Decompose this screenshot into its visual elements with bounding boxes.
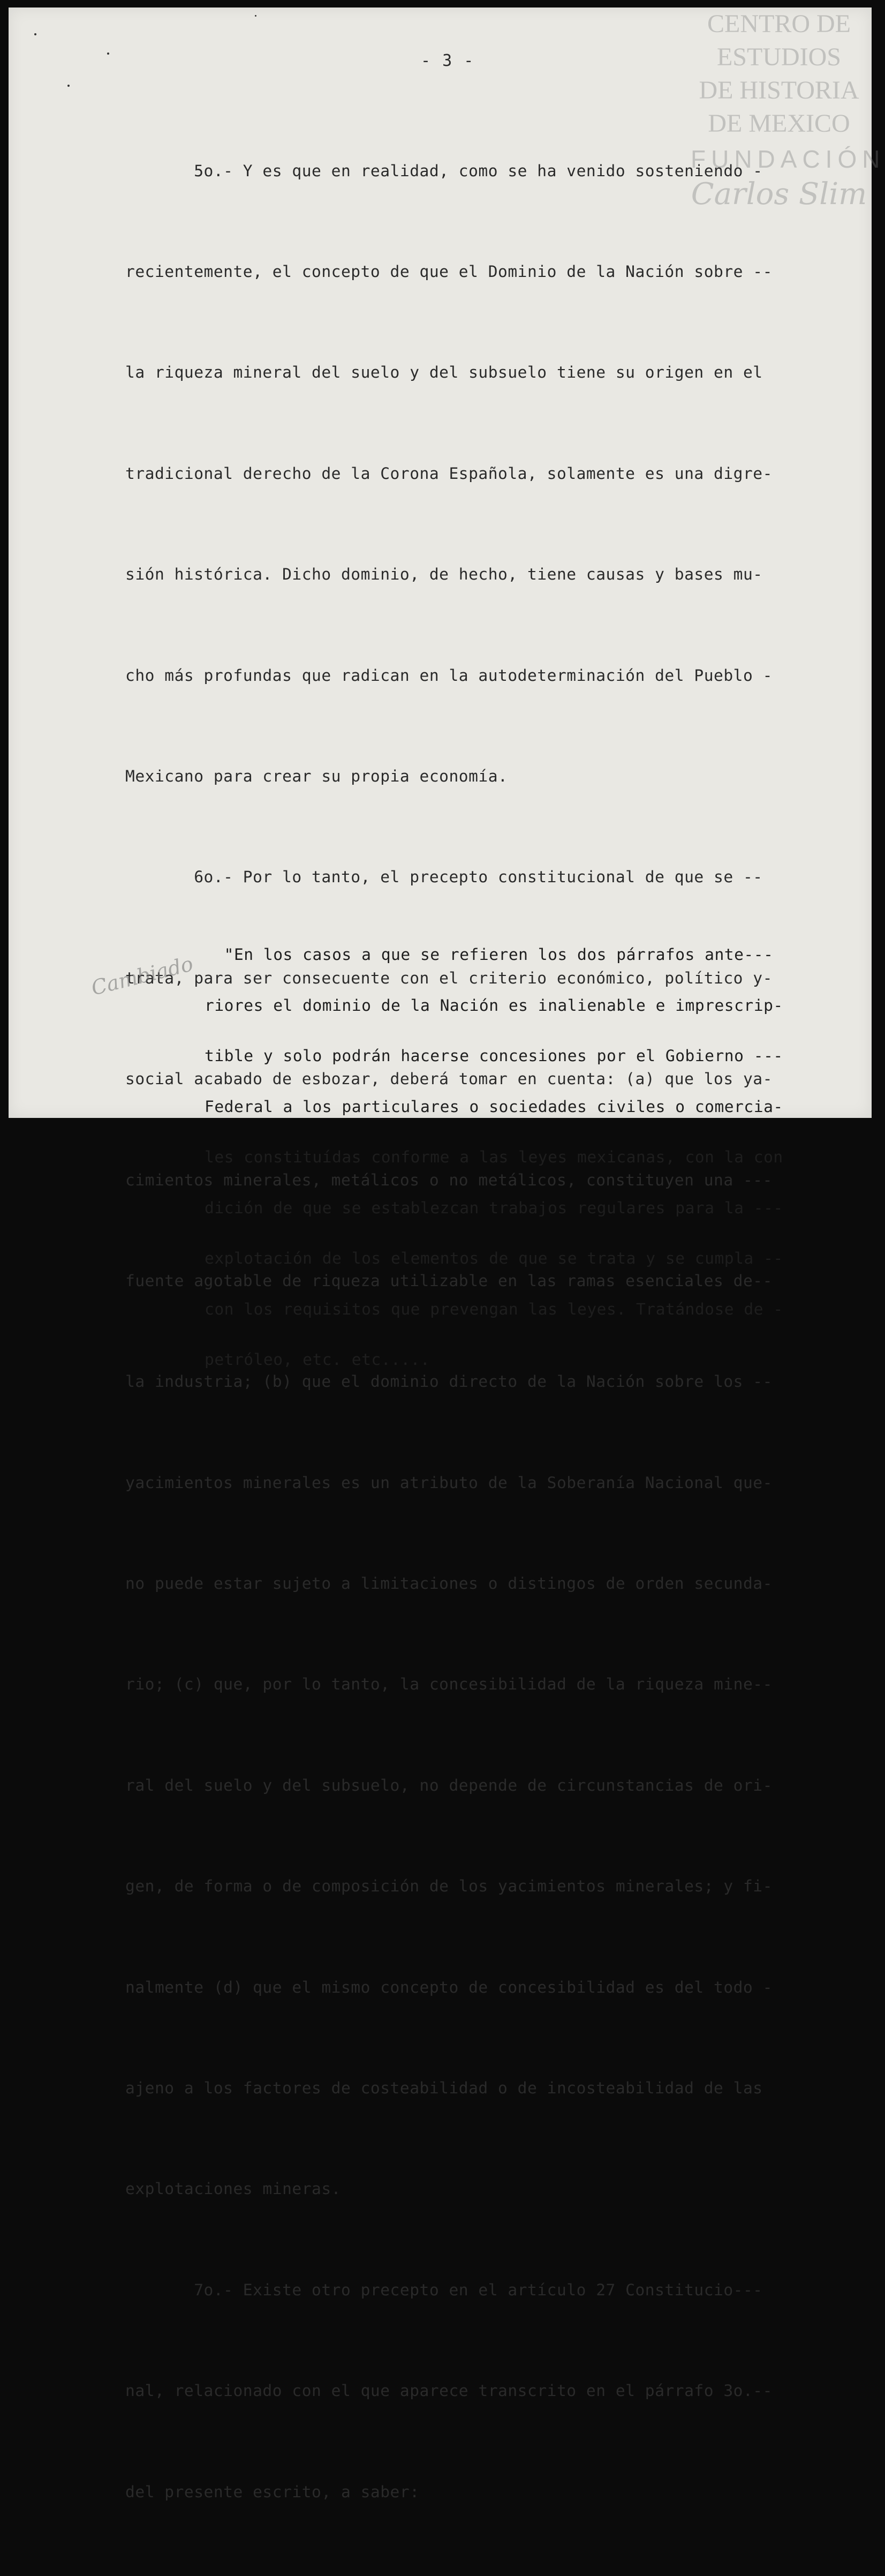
text-line: tradicional derecho de la Corona Española, solamente es una digre- bbox=[125, 464, 773, 483]
watermark-line: ESTUDIOS bbox=[716, 43, 841, 71]
handwritten-margin-note: Cambiado bbox=[89, 952, 195, 1000]
quote-line: "En los casos a que se refieren los dos párrafos ante--- bbox=[205, 945, 774, 964]
text-line: ajeno a los factores de costeabilidad o de incosteabilidad de las bbox=[125, 2079, 763, 2098]
quote-line: Federal a los particulares o sociedades civiles o comercia- bbox=[205, 1097, 783, 1116]
text-line: 5o.- Y es que en realidad, como se ha venido sosteniendo - bbox=[125, 161, 763, 180]
text-line: gen, de forma o de composición de los yacimientos minerales; y fi- bbox=[125, 1877, 773, 1896]
paper-speck bbox=[34, 33, 36, 35]
text-line: cho más profundas que radican en la autodeterminación del Pueblo - bbox=[125, 666, 773, 685]
paper-speck bbox=[255, 15, 256, 17]
text-line: sión histórica. Dicho dominio, de hecho, tiene causas y bases mu- bbox=[125, 565, 763, 584]
quote-line: petróleo, etc. etc..... bbox=[205, 1350, 430, 1369]
text-line: trata, para ser consecuente con el criterio económico, político y- bbox=[125, 968, 773, 987]
text-line: Mexicano para crear su propia economía. bbox=[125, 767, 508, 785]
quote-line: les constituídas conforme a las leyes mexicanas, con la con bbox=[205, 1148, 783, 1166]
text-line: rio; (c) que, por lo tanto, la concesibilidad de la riqueza mine-- bbox=[125, 1675, 773, 1694]
watermark-line: DE HISTORIA bbox=[699, 76, 859, 104]
quote-line: dición de que se establezcan trabajos regulares para la --- bbox=[205, 1198, 783, 1217]
paper-speck bbox=[107, 52, 109, 55]
text-line: no puede estar sujeto a limitaciones o distingos de orden secunda- bbox=[125, 1574, 773, 1593]
text-line: fuente agotable de riqueza utilizable en las ramas esenciales de-- bbox=[125, 1271, 773, 1290]
text-line: 7o.- Existe otro precepto en el artículo 27 Constitucio--- bbox=[125, 2280, 763, 2299]
quote-line: tible y solo podrán hacerse concesiones por el Gobierno --- bbox=[205, 1047, 783, 1065]
watermark-line: DE MEXICO bbox=[708, 109, 850, 138]
text-line: ral del suelo y del subsuelo, no depende de circunstancias de ori- bbox=[125, 1776, 773, 1794]
text-line: la riqueza mineral del suelo y del subsuelo tiene su origen en el bbox=[125, 363, 763, 382]
text-line: yacimientos minerales es un atributo de la Soberanía Nacional que- bbox=[125, 1473, 773, 1492]
document-page bbox=[9, 7, 885, 2501]
watermark-line: CENTRO DE bbox=[707, 10, 851, 38]
watermark-fundacion: FUNDACIÓN bbox=[691, 145, 885, 173]
block-quote bbox=[205, 913, 783, 1402]
page-number: - 3 - bbox=[421, 51, 475, 70]
quote-line: explotación de los elementos de que se trata y se cumpla -- bbox=[205, 1249, 783, 1267]
text-line: social acabado de esbozar, deberá tomar en cuenta: (a) que los ya- bbox=[125, 1070, 773, 1088]
text-line: del presente escrito, a saber: bbox=[125, 2482, 420, 2501]
quote-line: con los requisitos que prevengan las leyes. Tratándose de - bbox=[205, 1300, 783, 1318]
text-line: explotaciones mineras. bbox=[125, 2180, 341, 2198]
paper-speck bbox=[67, 85, 70, 87]
text-line: la industria; (b) que el dominio directo de la Nación sobre los -- bbox=[125, 1372, 773, 1391]
text-line: nal, relacionado con el que aparece transcrito en el párrafo 3o.-- bbox=[125, 2382, 773, 2400]
text-line: recientemente, el concepto de que el Dominio de la Nación sobre -- bbox=[125, 262, 773, 281]
text-line: cimientos minerales, metálicos o no metálicos, constituyen una --- bbox=[125, 1170, 773, 1189]
watermark-signature: Carlos Slim bbox=[691, 177, 867, 212]
quote-line: riores el dominio de la Nación es inalienable e imprescrip- bbox=[205, 996, 783, 1015]
text-line: nalmente (d) que el mismo concepto de concesibilidad es del todo - bbox=[125, 1978, 773, 1996]
text-line: 6o.- Por lo tanto, el precepto constitucional de que se -- bbox=[125, 868, 763, 887]
